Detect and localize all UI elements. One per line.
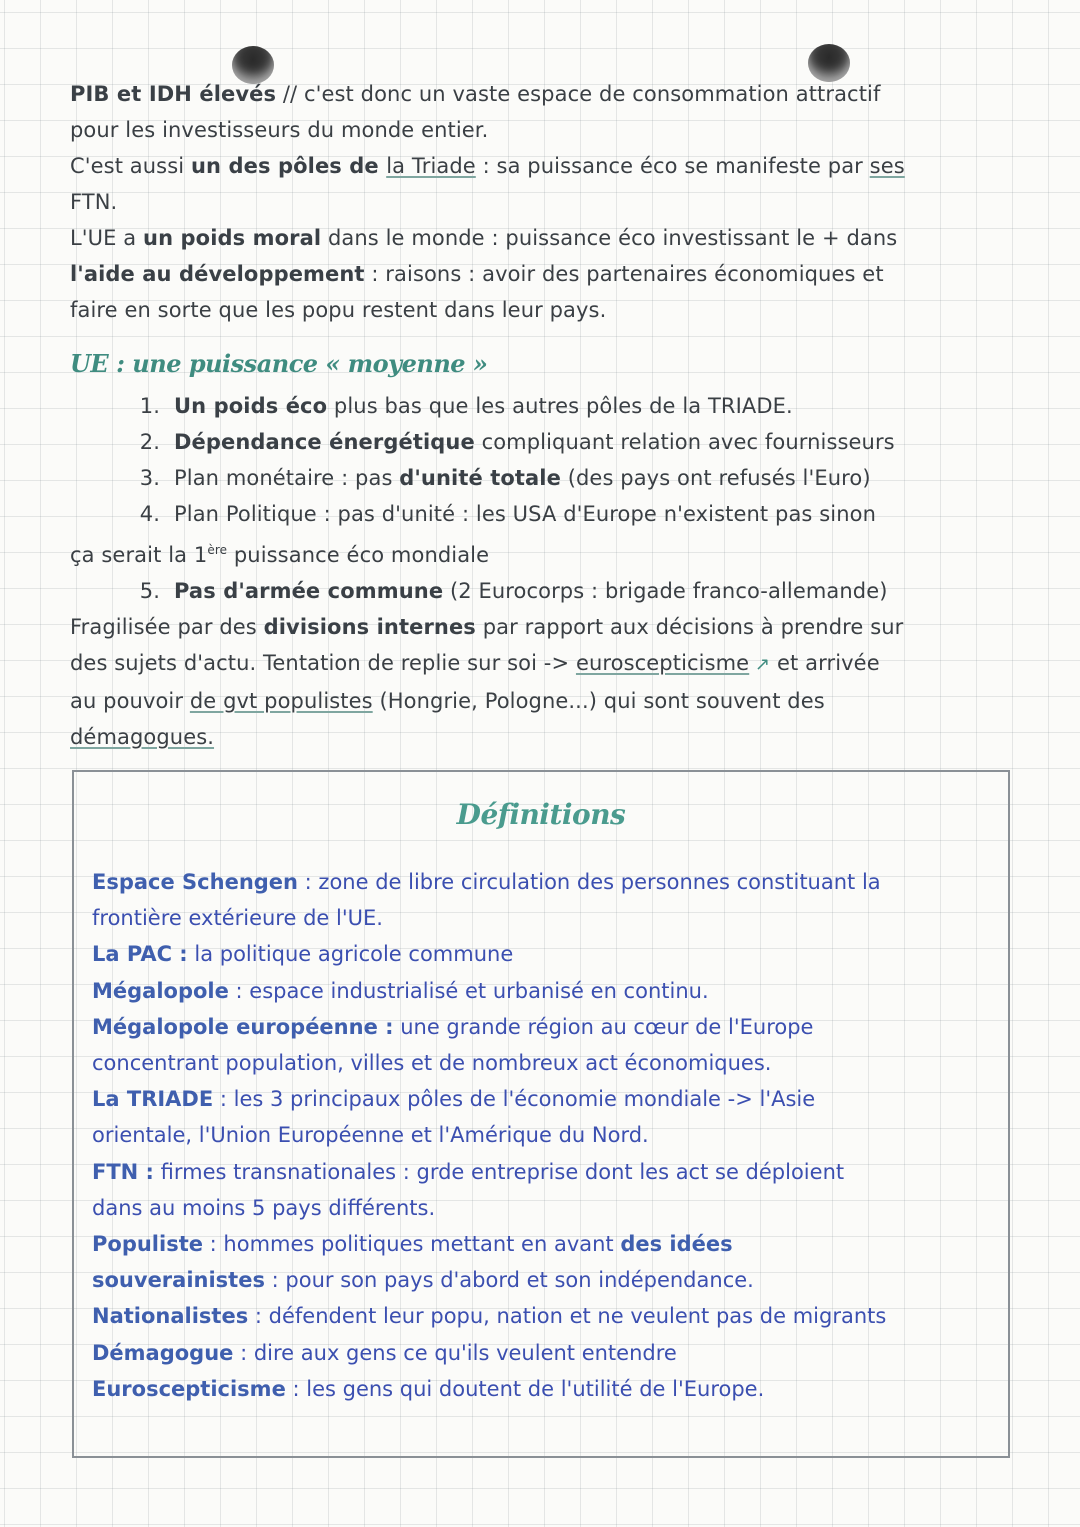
list-item [70,424,1010,460]
definition-term: Populiste [92,1232,203,1257]
closing-line [70,609,1010,645]
intro-line [70,184,1010,220]
text-run: : défendent leur popu, nation et ne veulent pas de migrants [248,1304,887,1329]
emphasis-text: un des pôles de [190,154,387,178]
text-run: dans le monde : puissance éco investissant le + dans [321,226,898,250]
text-run: : sa puissance éco se manifeste par [475,154,870,178]
text-run: C'est aussi [70,154,191,178]
definition-line [92,1298,992,1334]
text-run: et arrivée [770,651,880,675]
underlined-text: de gvt populistes [189,689,373,713]
text-run: Fragilisée par des [70,615,264,639]
text-run: (des pays ont refusés l'Euro) [560,466,871,490]
definition-line [92,1154,992,1190]
text-run: compliquant relation avec fournisseurs [474,430,895,454]
definition-line [92,864,992,900]
definition-term: La PAC : [92,942,188,967]
emphasis-text: un poids moral [143,226,322,250]
text-run: : hommes politiques mettant en avant [202,1232,621,1257]
list-item [70,460,1010,496]
definition-line [92,1081,992,1117]
text-run: frontière extérieure de l'UE. [92,906,383,931]
text-run: : les 3 principaux pôles de l'économie mondiale -> l'Asie [213,1087,816,1112]
superscript: ère [207,543,228,557]
text-run: au pouvoir [70,689,190,713]
definition-term: Nationalistes [92,1304,249,1329]
text-run: : dire aux gens ce qu'ils veulent entendre [233,1340,677,1365]
intro-paragraph [70,76,1010,328]
emphasis-text: Un poids éco [174,394,328,418]
definition-term: FTN : [92,1159,154,1184]
definition-term: Euroscepticisme [92,1376,286,1401]
text-run: : zone de libre circulation des personnes constituant la [298,870,881,894]
definitions-list [92,864,992,1407]
list-number: 4. [139,502,160,526]
list-text [174,466,871,490]
continuation-text: ça serait la 1 [70,543,208,567]
definition-line [92,973,992,1009]
list-continuation [70,532,1010,573]
text-run: orientale, l'Union Européenne et l'Amérique du Nord. [92,1123,649,1148]
underlined-text: démagogues. [70,725,215,749]
text-run: FTN. [70,190,118,214]
notes-body [70,76,1010,755]
definition-term: Espace Schengen [92,870,298,894]
emphasis-text: divisions internes [263,615,476,639]
definition-line [92,900,992,936]
text-run: L'UE a [70,226,144,250]
closing-line [70,645,1010,683]
list-text [174,430,895,454]
text-run: pour les investisseurs du monde entier. [70,118,489,142]
list-text [174,502,876,526]
list-number: 3. [139,466,160,490]
text-run: la politique agricole commune [187,942,514,967]
definition-line [92,1262,992,1298]
closing-line [70,683,1010,719]
text-run: Plan Politique : pas d'unité : les USA d'Europe n'existent pas sinon [174,502,876,526]
list-text [174,579,888,603]
list-number: 1. [139,394,160,418]
underlined-text: euroscepticisme [575,651,750,675]
text-run: : espace industrialisé et urbanisé en continu. [228,978,709,1003]
definitions-title: Définitions [456,798,626,831]
text-run: dans au moins 5 pays différents. [92,1195,436,1220]
text-run: par rapport aux décisions à prendre sur [475,615,904,639]
closing-line [70,719,1010,755]
text-run: : raisons : avoir des partenaires économiques et [364,262,884,286]
text-run: : pour son pays d'abord et son indépendance. [264,1268,754,1293]
text-run: Plan monétaire : pas [174,466,400,490]
continuation-text: puissance éco mondiale [227,543,490,567]
definition-line [92,1371,992,1407]
list-item [70,573,1010,609]
text-run: faire en sorte que les popu restent dans leur pays. [70,298,607,322]
list-number: 2. [139,430,160,454]
text-run: concentrant population, villes et de nombreux act économiques. [92,1051,772,1076]
definition-line [92,1190,992,1226]
definitions-box [72,770,1010,1458]
weakness-list [70,388,1010,609]
text-run: // c'est donc un vaste espace de consommation attractif [276,82,881,106]
text-run: plus bas que les autres pôles de la TRIADE. [327,394,793,418]
definition-line [92,1009,992,1045]
list-text [174,394,793,418]
emphasis-text: l'aide au développement [70,262,365,286]
intro-line [70,256,1010,292]
closing-paragraph [70,609,1010,755]
list-item [70,496,1010,532]
list-item [70,388,1010,424]
text-run: firmes transnationales : grde entreprise dont les act se déploient [153,1159,845,1184]
trend-arrow: ↗ [749,654,771,675]
intro-line [70,112,1010,148]
definition-line [92,1226,992,1262]
definition-term: Mégalopole européenne : [92,1014,394,1039]
section-heading: UE : une puissance « moyenne » [70,349,488,378]
definition-term: Démagogue [92,1340,234,1365]
text-run: (2 Eurocorps : brigade franco-allemande) [443,579,888,603]
intro-line [70,292,1010,328]
definition-term: La TRIADE [92,1087,214,1112]
text-run: une grande région au cœur de l'Europe [393,1014,814,1039]
definition-term: Mégalopole [92,978,229,1003]
definition-line [92,1117,992,1153]
emphasis-text: PIB et IDH élevés [70,82,277,106]
definition-term: des idées [620,1232,733,1257]
intro-line [70,220,1010,256]
text-run: (Hongrie, Pologne...) qui sont souvent des [372,689,825,713]
underlined-text: la Triade [386,154,476,178]
emphasis-text: Dépendance énergétique [174,430,475,454]
definition-line [92,1045,992,1081]
underlined-text: ses [869,154,905,178]
text-run: : les gens qui doutent de l'utilité de l'Europe. [285,1376,765,1401]
definition-term: souverainistes [92,1268,265,1293]
emphasis-text: Pas d'armée commune [174,579,444,603]
emphasis-text: d'unité totale [399,466,561,490]
definition-line [92,1335,992,1371]
definition-line [92,936,992,972]
intro-line [70,148,1010,184]
intro-line [70,76,1010,112]
text-run: des sujets d'actu. Tentation de replie sur soi -> [70,651,576,675]
list-number: 5. [139,579,160,603]
